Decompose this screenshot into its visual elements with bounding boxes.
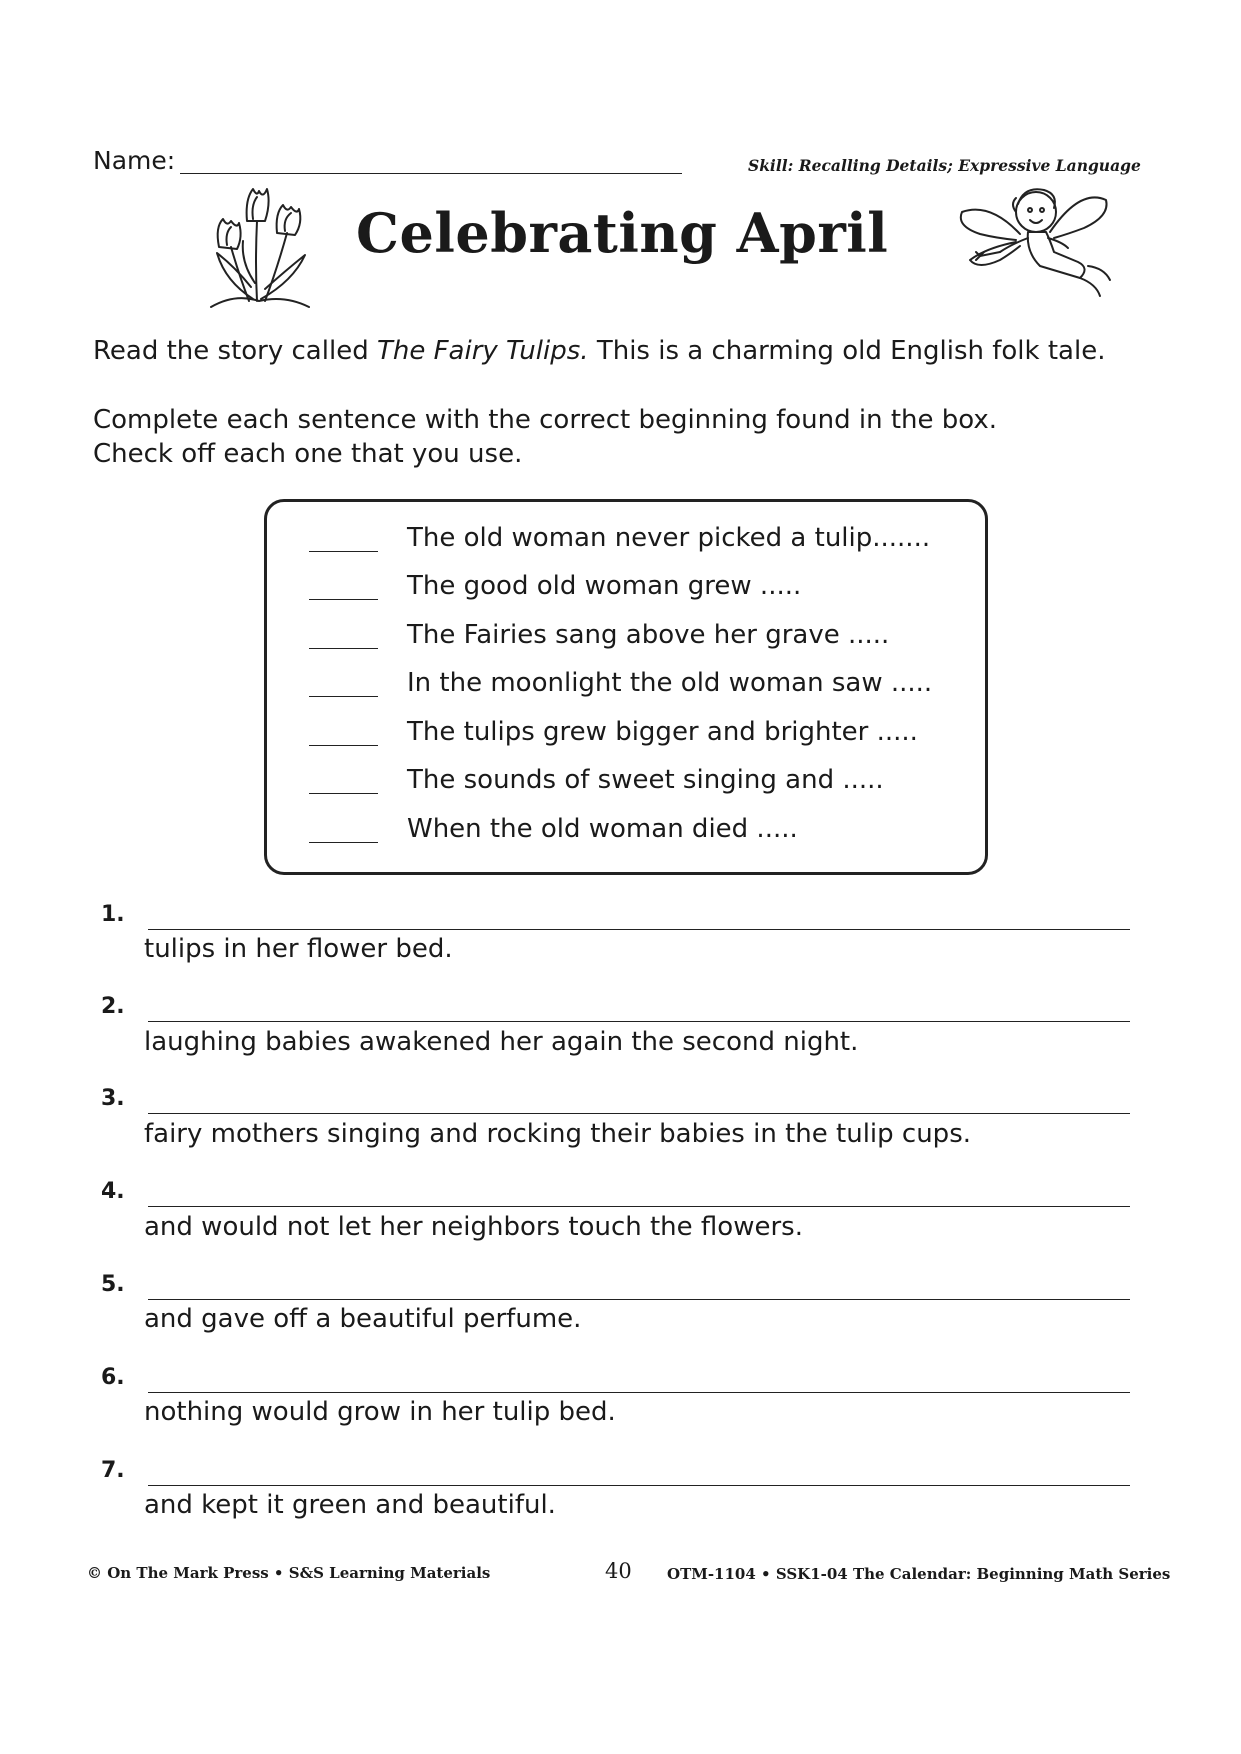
question-ending: fairy mothers singing and rocking their babies in the tulip cups. <box>144 1119 971 1149</box>
starter-text: When the old woman died ..... <box>407 814 798 844</box>
starter-text: In the moonlight the old woman saw ..... <box>407 668 933 698</box>
story-title: The Fairy Tulips. <box>376 336 589 366</box>
question-number: 3. <box>101 1086 125 1111</box>
fairy-icon <box>950 182 1118 308</box>
starter-item <box>267 812 987 852</box>
name-field[interactable] <box>180 173 682 174</box>
starter-text: The Fairies sang above her grave ..... <box>407 620 890 650</box>
page-title: Celebrating April <box>356 201 889 265</box>
question-number: 6. <box>101 1365 125 1390</box>
instruction-complete: Complete each sentence with the correct beginning found in the box. <box>93 405 998 435</box>
instruction-story-before: Read the story called <box>93 336 377 366</box>
question-number: 4. <box>101 1179 125 1204</box>
check-blank[interactable] <box>309 599 378 600</box>
question-ending: nothing would grow in her tulip bed. <box>144 1397 616 1427</box>
page-number: 40 <box>605 1559 632 1583</box>
starter-item <box>267 569 987 609</box>
answer-line[interactable] <box>148 1021 1130 1022</box>
name-label: Name: <box>93 146 176 175</box>
answer-line[interactable] <box>148 929 1130 930</box>
question-number: 5. <box>101 1272 125 1297</box>
instruction-story <box>93 334 1105 368</box>
starter-item <box>267 666 987 706</box>
starter-item <box>267 715 987 755</box>
answer-line[interactable] <box>148 1392 1130 1393</box>
question-ending: and gave off a beautiful perfume. <box>144 1304 582 1334</box>
tulip-icon <box>205 183 313 317</box>
instruction-story-after: This is a charming old English folk tale. <box>588 336 1106 366</box>
question-ending: and kept it green and beautiful. <box>144 1490 556 1520</box>
check-blank[interactable] <box>309 842 378 843</box>
footer-series: OTM-1104 • SSK1-04 The Calendar: Beginning Math Series <box>667 1565 1171 1583</box>
question-ending: laughing babies awakened her again the second night. <box>144 1027 859 1057</box>
sentence-beginnings-box <box>264 499 988 875</box>
question-number: 7. <box>101 1458 125 1483</box>
question-ending: tulips in her flower bed. <box>144 934 453 964</box>
question-number: 2. <box>101 994 125 1019</box>
starter-text: The tulips grew bigger and brighter ..... <box>407 717 918 747</box>
starter-item <box>267 618 987 658</box>
check-blank[interactable] <box>309 696 378 697</box>
check-blank[interactable] <box>309 648 378 649</box>
check-blank[interactable] <box>309 745 378 746</box>
question-number: 1. <box>101 902 125 927</box>
starter-text: The old woman never picked a tulip....... <box>407 523 931 553</box>
question-ending: and would not let her neighbors touch the flowers. <box>144 1212 803 1242</box>
starter-text: The sounds of sweet singing and ..... <box>407 765 884 795</box>
answer-line[interactable] <box>148 1206 1130 1207</box>
check-blank[interactable] <box>309 551 378 552</box>
instruction-check: Check off each one that you use. <box>93 439 523 469</box>
starter-item <box>267 763 987 803</box>
answer-line[interactable] <box>148 1485 1130 1486</box>
starter-text: The good old woman grew ..... <box>407 571 802 601</box>
footer-copyright: © On The Mark Press • S&S Learning Materials <box>87 1564 491 1582</box>
answer-line[interactable] <box>148 1113 1130 1114</box>
skill-label: Skill: Recalling Details; Expressive Language <box>748 156 1141 175</box>
check-blank[interactable] <box>309 793 378 794</box>
starter-item <box>267 521 987 561</box>
answer-line[interactable] <box>148 1299 1130 1300</box>
